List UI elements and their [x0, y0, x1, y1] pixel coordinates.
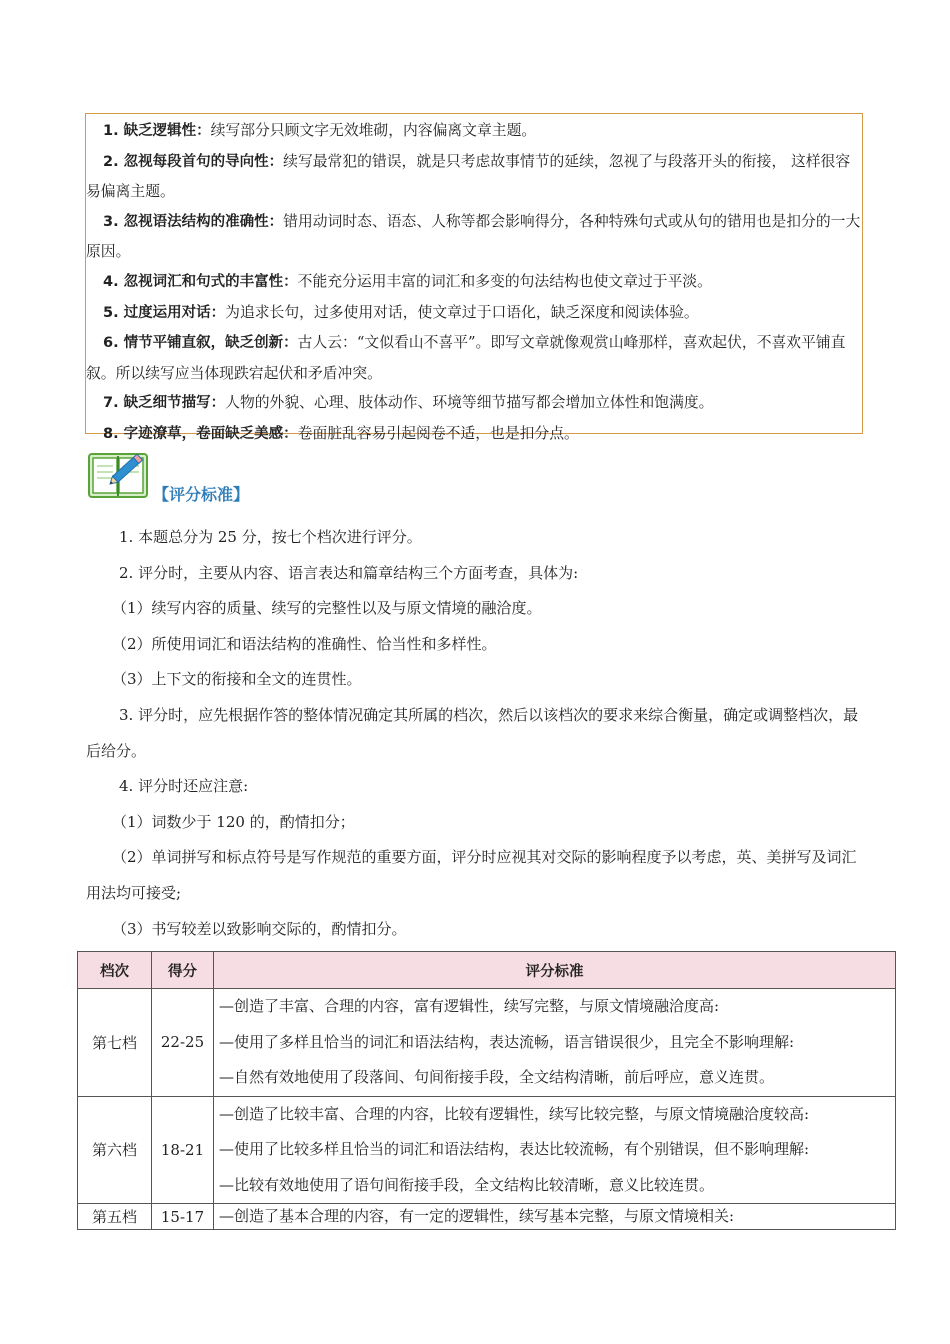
mistake-item: 5. 过度运用对话：为追求长句，过多使用对话，使文章过于口语化，缺乏深度和阅读体验。 — [103, 303, 699, 321]
mistake-item: 3. 忽视语法结构的准确性：错用动词时态、语态、人称等都会影响得分，各种特殊句式或从句的错用也是扣分的一大原因。 — [86, 212, 861, 261]
rule-line: （3）上下文的衔接和全文的连贯性。 — [112, 670, 362, 689]
rule-line: （2）单词拼写和标点符号是写作规范的重要方面，评分时应视其对交际的影响程度予以考虑，英、美拼写及词汇用法均可接受; — [86, 848, 857, 902]
criteria-line: —创造了比较丰富、合理的内容，比较有逻辑性，续写比较完整，与原文情境融洽度较高: — [219, 1104, 810, 1123]
grading-table — [77, 951, 896, 1230]
mistake-item: 8. 字迹潦草，卷面缺乏美感：卷面脏乱容易引起阅卷不适，也是扣分点。 — [103, 424, 579, 442]
rule-line: 1. 本题总分为 25 分，按七个档次进行评分。 — [119, 528, 422, 546]
criteria-line: —自然有效地使用了段落间、句间衔接手段，全文结构清晰，前后呼应，意义连贯。 — [219, 1068, 775, 1086]
rule-line: 3. 评分时，应先根据作答的整体情况确定其所属的档次，然后以该档次的要求来综合衡量，确定或调整档次，最后给分。 — [86, 705, 859, 760]
level-cell: 第五档 — [78, 1204, 152, 1230]
book-pencil-icon — [86, 448, 150, 500]
common-mistakes-box — [85, 113, 863, 442]
rule-line: 4. 评分时还应注意: — [119, 777, 249, 796]
rule-line: （2）所使用词汇和语法结构的准确性、恰当性和多样性。 — [112, 634, 497, 653]
score-cell: 22-25 — [152, 989, 214, 1097]
criteria-line: —比较有效地使用了语句间衔接手段，全文结构比较清晰，意义比较连贯。 — [219, 1175, 715, 1194]
rule-line: （1）词数少于 120 的，酌情扣分； — [112, 812, 355, 831]
level-cell: 第六档 — [78, 1096, 152, 1204]
rule-line: （1）续写内容的质量、续写的完整性以及与原文情境的融洽度。 — [112, 599, 542, 618]
table-header-row — [78, 952, 896, 989]
table-row — [78, 989, 896, 1097]
mistake-item: 6. 情节平铺直叙，缺乏创新：古人云：“文似看山不喜平”。即写文章就像观赏山峰那样，喜欢起伏，不喜欢平铺直叙。所以续写应当体现跌宕起伏和矛盾冲突。 — [86, 334, 846, 382]
mistake-item: 7. 缺乏细节描写：人物的外貌、心理、肢体动作、环境等细节描写都会增加立体性和饱满度。 — [103, 394, 714, 412]
mistake-item: 2. 忽视每段首句的导向性：续写最常犯的错误，就是只考虑故事情节的延续，忽视了与段落开头的衔接， 这样很容易偏离主题。 — [86, 152, 851, 201]
rule-line: （3）书写较差以致影响交际的，酌情扣分。 — [112, 919, 407, 938]
scoring-rules — [86, 520, 866, 947]
level-cell: 第七档 — [78, 989, 152, 1097]
header-score: 得分 — [152, 952, 214, 989]
header-level: 档次 — [78, 952, 152, 989]
criteria-line: —使用了多样且恰当的词汇和语法结构，表达流畅，语言错误很少，且完全不影响理解: — [219, 1032, 795, 1051]
criteria-line: —使用了比较多样且恰当的词汇和语法结构，表达比较流畅，有个别错误，但不影响理解: — [219, 1140, 810, 1158]
criteria-line: —创造了丰富、合理的内容，富有逻辑性，续写完整，与原文情境融洽度高: — [219, 997, 720, 1015]
table-row — [78, 1204, 896, 1230]
mistake-item: 1. 缺乏逻辑性：续写部分只顾文字无效堆砌，内容偏离文章主题。 — [103, 122, 537, 139]
criteria-line: —创造了基本合理的内容，有一定的逻辑性，续写基本完整，与原文情境相关: — [219, 1207, 735, 1225]
mistake-item: 4. 忽视词汇和句式的丰富性：不能充分运用丰富的词汇和多变的句法结构也使文章过于平淡。 — [103, 272, 712, 290]
table-row — [78, 1096, 896, 1204]
score-cell: 18-21 — [152, 1096, 214, 1204]
criteria-cell — [214, 1096, 896, 1204]
score-cell: 15-17 — [152, 1204, 214, 1230]
section-title: 【评分标准】 — [153, 485, 250, 504]
rule-line: 2. 评分时，主要从内容、语言表达和篇章结构三个方面考查，具体为: — [119, 563, 579, 582]
criteria-cell — [214, 1204, 896, 1230]
criteria-cell — [214, 989, 896, 1097]
header-criteria: 评分标准 — [214, 952, 896, 989]
